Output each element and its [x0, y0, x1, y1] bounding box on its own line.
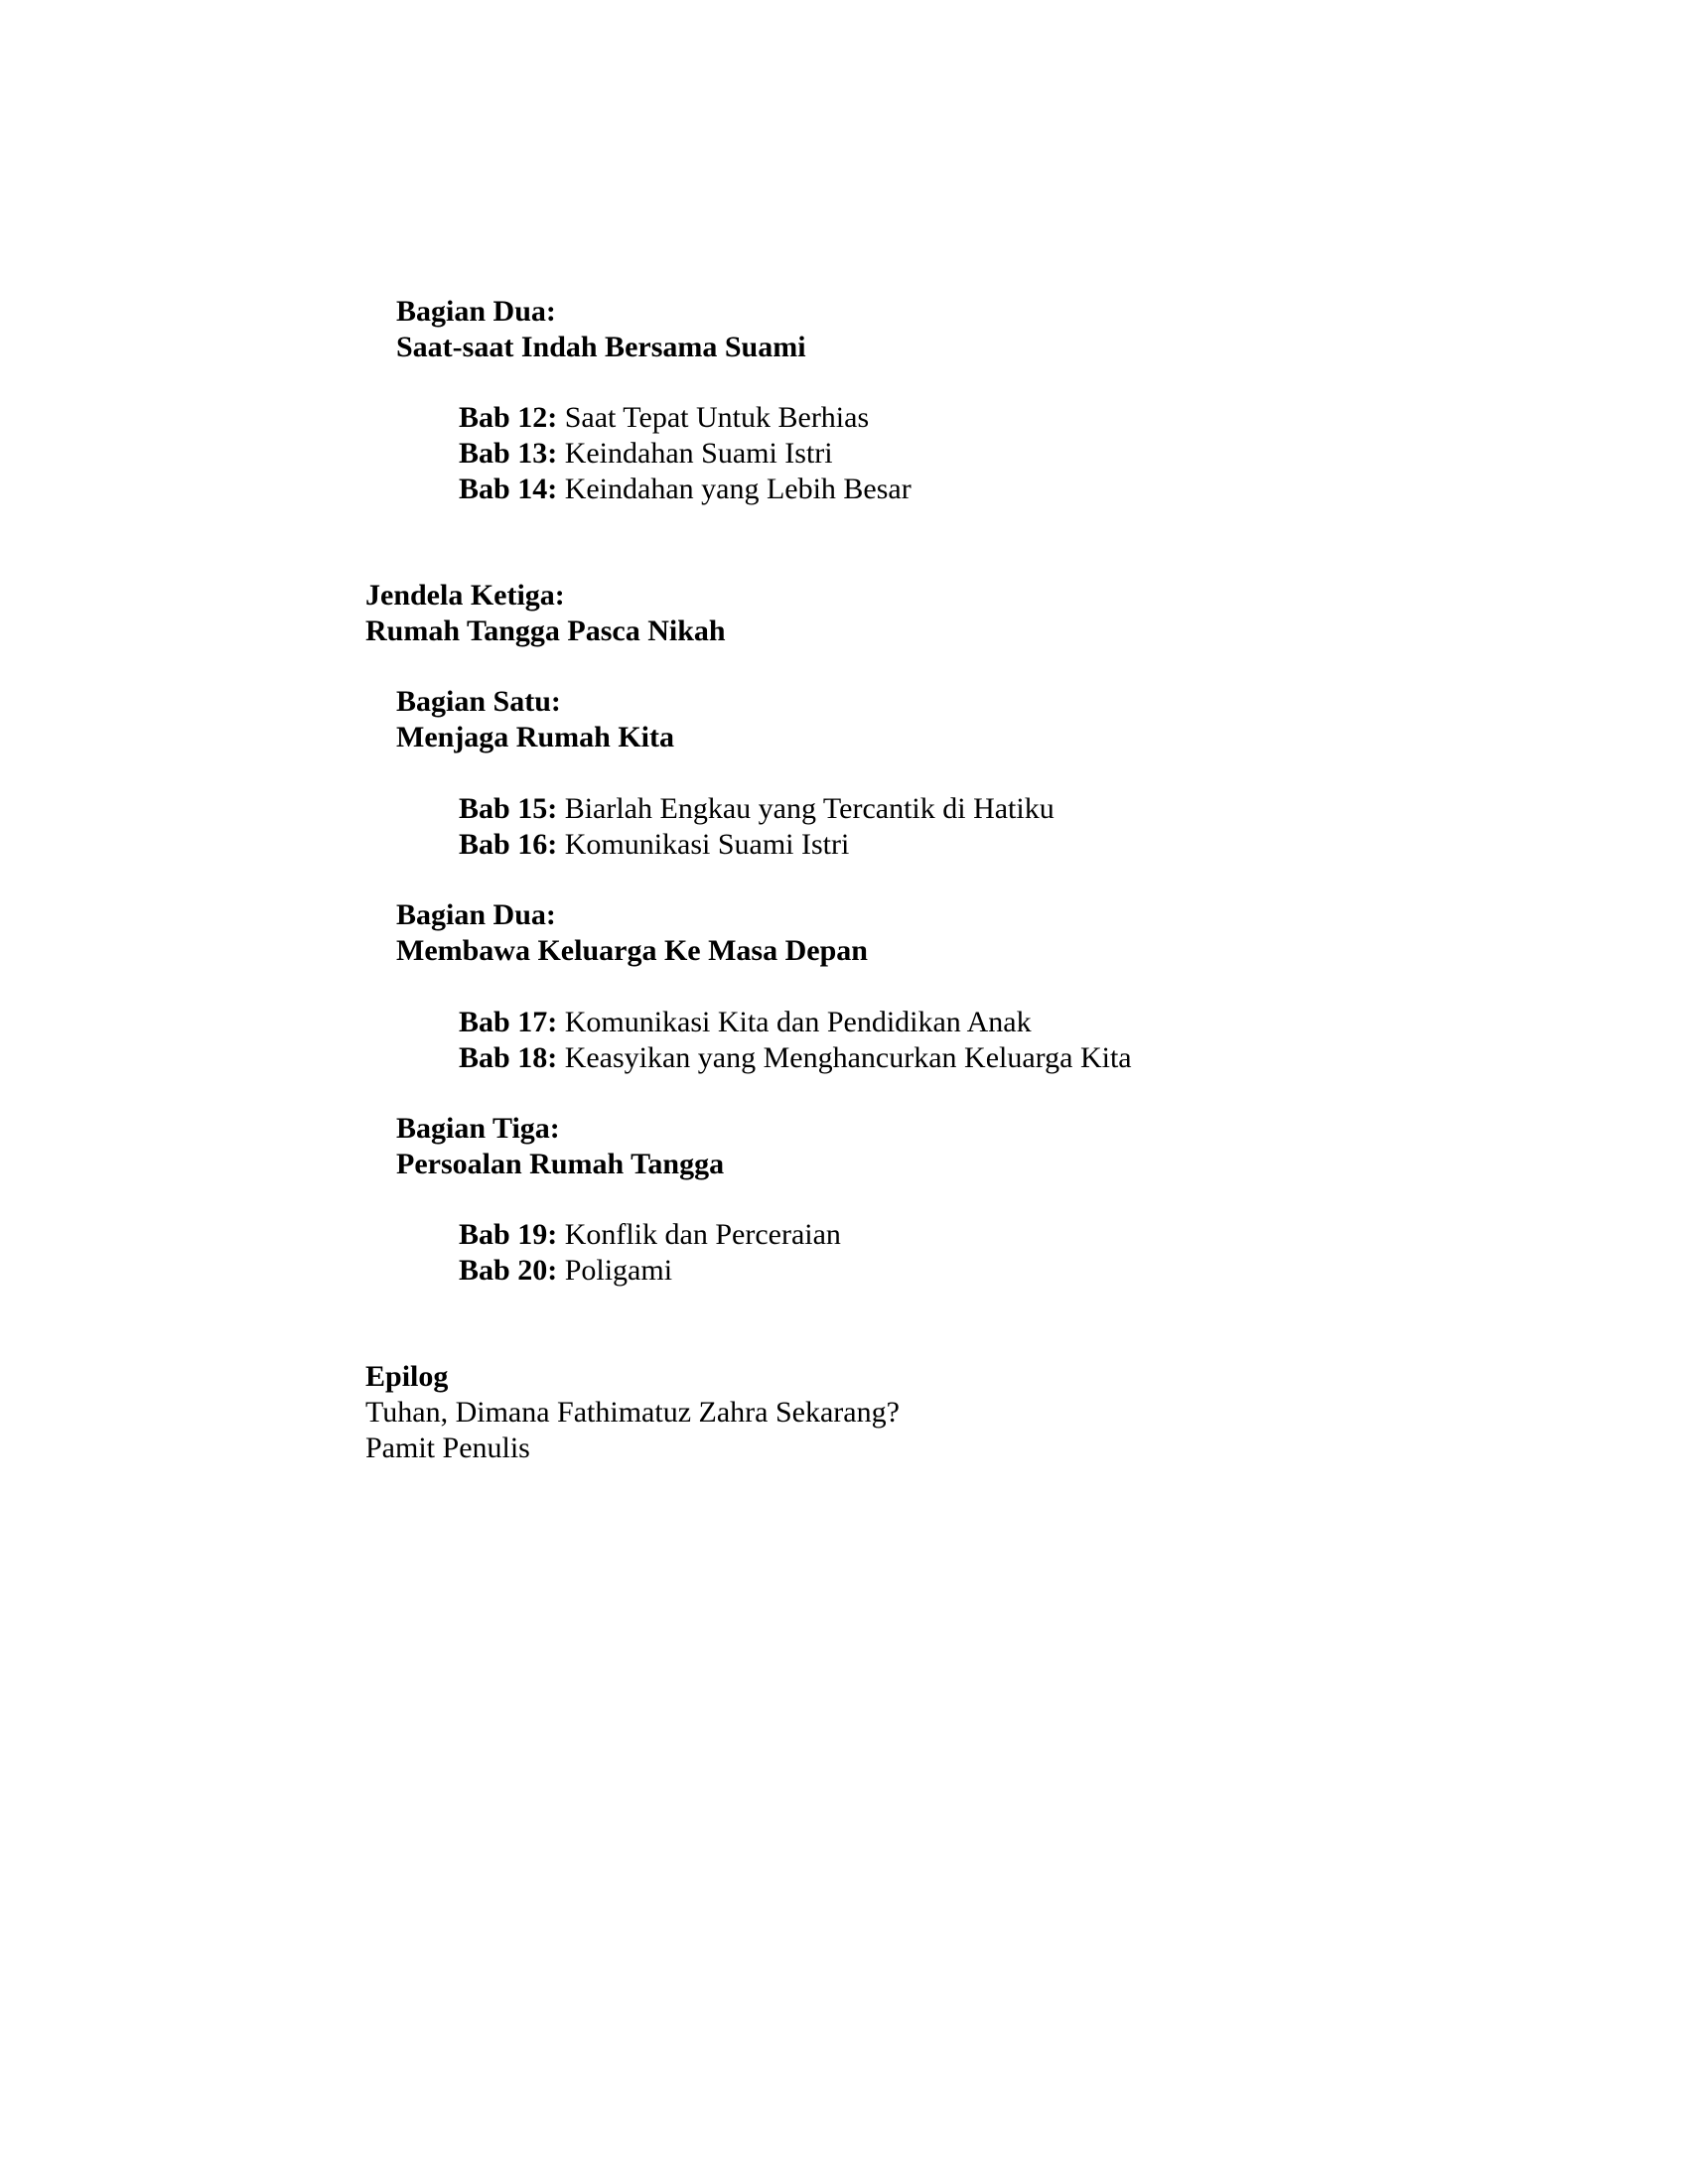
window-title: Rumah Tangga Pasca Nikah — [365, 614, 726, 647]
epilog-item: Tuhan, Dimana Fathimatuz Zahra Sekarang? — [365, 1396, 900, 1429]
section-title: Menjaga Rumah Kita — [396, 721, 674, 753]
section-label: Bagian Tiga: — [396, 1112, 560, 1145]
chapter-entry — [459, 1040, 1132, 1076]
epilog-item: Pamit Penulis — [365, 1432, 530, 1464]
section-label: Bagian Dua: — [396, 295, 556, 328]
chapter-title: Saat Tepat Untuk Berhias — [564, 401, 870, 434]
window-label: Jendela Ketiga: — [365, 579, 565, 612]
chapter-number: Bab 19: — [459, 1218, 558, 1251]
section-title: Membawa Keluarga Ke Masa Depan — [396, 934, 868, 967]
chapter-entry — [459, 1253, 672, 1289]
chapter-number: Bab 18: — [459, 1041, 558, 1074]
chapter-title: Keasyikan yang Menghancurkan Keluarga Kita — [564, 1041, 1132, 1074]
chapter-title: Keindahan yang Lebih Besar — [564, 473, 912, 505]
chapter-number: Bab 15: — [459, 792, 558, 825]
section-label: Bagian Dua: — [396, 898, 556, 931]
chapter-number: Bab 12: — [459, 401, 558, 434]
chapter-title: Poligami — [564, 1254, 673, 1287]
chapter-entry — [459, 827, 849, 863]
chapter-title: Komunikasi Kita dan Pendidikan Anak — [564, 1006, 1032, 1038]
chapter-number: Bab 17: — [459, 1006, 558, 1038]
chapter-entry — [459, 1217, 841, 1253]
section-label: Bagian Satu: — [396, 685, 561, 718]
chapter-entry — [459, 436, 833, 472]
chapter-entry — [459, 472, 912, 507]
chapter-entry — [459, 400, 869, 436]
chapter-number: Bab 20: — [459, 1254, 558, 1287]
chapter-entry — [459, 1005, 1032, 1040]
section-title: Saat-saat Indah Bersama Suami — [396, 331, 806, 363]
chapter-number: Bab 13: — [459, 437, 558, 470]
section-title: Persoalan Rumah Tangga — [396, 1148, 725, 1180]
chapter-title: Konflik dan Perceraian — [564, 1218, 841, 1251]
chapter-number: Bab 16: — [459, 828, 558, 861]
chapter-title: Biarlah Engkau yang Tercantik di Hatiku — [564, 792, 1055, 825]
chapter-number: Bab 14: — [459, 473, 558, 505]
chapter-entry — [459, 791, 1055, 827]
epilog-label: Epilog — [365, 1360, 449, 1393]
chapter-title: Komunikasi Suami Istri — [564, 828, 850, 861]
chapter-title: Keindahan Suami Istri — [564, 437, 833, 470]
